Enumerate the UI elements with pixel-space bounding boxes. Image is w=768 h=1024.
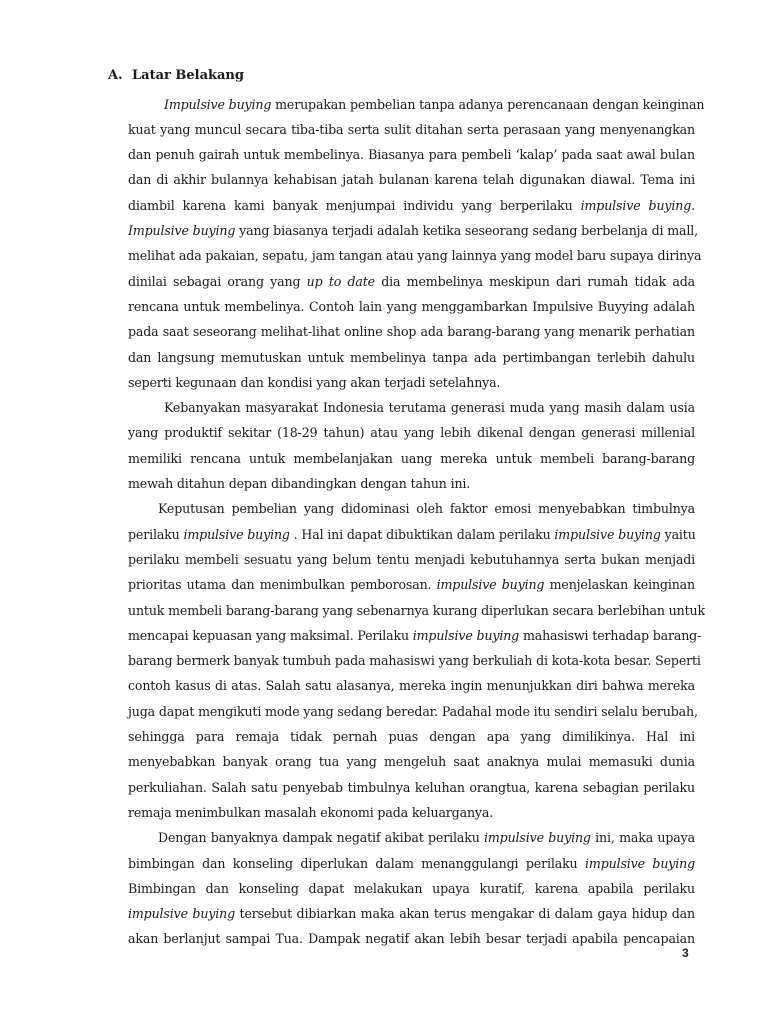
text-run: dan di akhir bulannya kehabisan jatah bulanan karena telah digunakan diawal. Tema ini: [128, 172, 695, 188]
italic-term: impulsive buying: [412, 627, 520, 643]
text-run: kuat yang muncul secara tiba-tiba serta sulit ditahan serta perasaan yang menyenangkan: [128, 121, 695, 137]
italic-term: impulsive buying: [436, 577, 545, 593]
text-line: [128, 854, 695, 874]
italic-term: Impulsive buying: [128, 223, 236, 238]
text-line: [128, 904, 695, 924]
text-line: [164, 95, 705, 115]
text-run: perilaku: [128, 526, 184, 542]
text-line: [128, 879, 695, 899]
text-run: prioritas utama dan menimbulkan pemborosan.: [128, 577, 437, 593]
text-line: [128, 145, 695, 165]
text-line: [128, 626, 702, 646]
text-run: . Hal ini dapat dibuktikan dalam perilaku: [289, 526, 555, 542]
text-line: [128, 803, 695, 823]
italic-term: Impulsive buying: [164, 96, 272, 112]
text-line: [128, 550, 695, 570]
text-run: menjelaskan keinginan: [544, 577, 695, 593]
text-line: [128, 373, 695, 393]
text-line: [128, 246, 702, 266]
text-line: [128, 196, 695, 216]
text-line: [128, 297, 695, 317]
text-line: [128, 778, 695, 798]
text-line: [158, 499, 695, 519]
text-line: [128, 170, 695, 190]
text-line: [128, 575, 695, 595]
section-heading: [108, 68, 244, 83]
section-title: Latar Belakang: [132, 68, 244, 83]
text-run: Dengan banyaknya dampak negatif akibat perilaku: [158, 830, 485, 846]
italic-term: impulsive buying: [128, 906, 235, 922]
page-number: 3: [682, 946, 689, 960]
text-run: mewah ditahun depan dibandingkan dengan tahun ini.: [128, 476, 471, 491]
italic-term: impulsive buying: [484, 830, 591, 846]
italic-term: impulsive buying: [183, 526, 290, 542]
text-run: juga dapat mengikuti mode yang sedang beredar. Padahal mode itu sendiri selalu berubah,: [128, 703, 698, 719]
text-line: [128, 525, 695, 545]
text-run: perilaku membeli sesuatu yang belum tentu menjadi kebutuhannya serta bukan menjadi: [128, 551, 695, 567]
text-line: [128, 221, 699, 241]
italic-term: impulsive buying.: [580, 197, 695, 213]
text-run: merupakan pembelian tanpa adanya perencanaan dengan keinginan: [271, 96, 705, 112]
text-run: yang biasanya terjadi adalah ketika seseorang sedang berbelanja di mall,: [235, 223, 699, 238]
text-run: yang produktif sekitar (18-29 tahun) atau yang lebih dikenal dengan generasi millenial: [128, 425, 695, 441]
text-line: [128, 272, 695, 292]
text-line: [128, 752, 695, 772]
text-run: memiliki rencana untuk membelanjakan uang mereka untuk membeli barang-barang: [128, 450, 695, 466]
text-run: mencapai kepuasan yang maksimal. Perilaku: [128, 627, 413, 643]
text-run: dan penuh gairah untuk membelinya. Biasanya para pembeli ‘kalap’ pada saat awal bulan: [128, 147, 695, 163]
text-run: melihat ada pakaian, sepatu, jam tangan atau yang lainnya yang model baru supaya dirinya: [128, 248, 702, 264]
text-line: [128, 929, 695, 949]
text-run: pada saat seseorang melihat-lihat online shop ada barang-barang yang menarik perhatian: [128, 324, 695, 340]
text-line: [158, 828, 695, 848]
text-run: bimbingan dan konseling diperlukan dalam menanggulangi perilaku: [128, 855, 586, 871]
text-run: dinilai sebagai orang yang: [128, 273, 307, 289]
text-line: [128, 651, 701, 671]
text-run: Keputusan pembelian yang didominasi oleh faktor emosi menyebabkan timbulnya: [158, 501, 695, 517]
text-run: dia membelinya meskipun dari rumah tidak ada: [374, 273, 695, 289]
text-run: untuk membeli barang-barang yang sebenarnya kurang diperlukan secara berlebihan untuk: [128, 602, 705, 618]
text-run: dan langsung memutuskan untuk membelinya tanpa ada pertimbangan terlebih dahulu: [128, 349, 695, 365]
text-run: akan berlanjut sampai Tua. Dampak negatif akan lebih besar terjadi apabila pencapaian: [128, 931, 695, 947]
text-run: Kebanyakan masyarakat Indonesia terutama generasi muda yang masih dalam usia: [164, 400, 695, 416]
text-run: barang bermerk banyak tumbuh pada mahasiswi yang berkuliah di kota-kota besar. Seperti: [128, 653, 701, 669]
text-line: [128, 727, 695, 747]
text-run: ini, maka upaya: [590, 830, 695, 846]
text-line: [128, 702, 698, 722]
text-run: mahasiswi terhadap barang-: [519, 627, 702, 643]
text-run: sehingga para remaja tidak pernah puas dengan apa yang dimilikinya. Hal ini: [128, 729, 695, 744]
text-run: contoh kasus di atas. Salah satu alasanya, mereka ingin menunjukkan diri bahwa mereka: [128, 678, 695, 694]
text-run: remaja menimbulkan masalah ekonomi pada keluarganya.: [128, 804, 494, 820]
text-line: [128, 348, 695, 368]
italic-term: up to date: [306, 273, 375, 289]
text-run: tersebut dibiarkan maka akan terus mengakar di dalam gaya hidup dan: [235, 906, 695, 922]
text-run: yaitu: [660, 526, 696, 542]
text-line: [128, 423, 695, 443]
italic-term: impulsive buying: [585, 855, 695, 871]
text-line: [128, 120, 695, 140]
text-line: [128, 474, 695, 494]
text-run: perkuliahan. Salah satu penyebab timbulnya keluhan orangtua, karena sebagian perilaku: [128, 779, 695, 795]
text-line: [128, 676, 695, 696]
text-line: [128, 601, 705, 621]
text-run: rencana untuk membelinya. Contoh lain yang menggambarkan Impulsive Buyying adalah: [128, 298, 695, 314]
text-run: Bimbingan dan konseling dapat melakukan upaya kuratif, karena apabila perilaku: [128, 880, 695, 896]
italic-term: impulsive buying: [554, 526, 661, 542]
text-run: diambil karena kami banyak menjumpai individu yang berperilaku: [128, 197, 581, 213]
text-run: menyebabkan banyak orang tua yang mengeluh saat anaknya mulai memasuki dunia: [128, 754, 695, 770]
text-line: [128, 322, 695, 342]
text-line: [128, 449, 695, 469]
section-number: A.: [108, 68, 123, 83]
text-line: [164, 398, 695, 418]
text-run: seperti kegunaan dan kondisi yang akan terjadi setelahnya.: [128, 374, 501, 390]
